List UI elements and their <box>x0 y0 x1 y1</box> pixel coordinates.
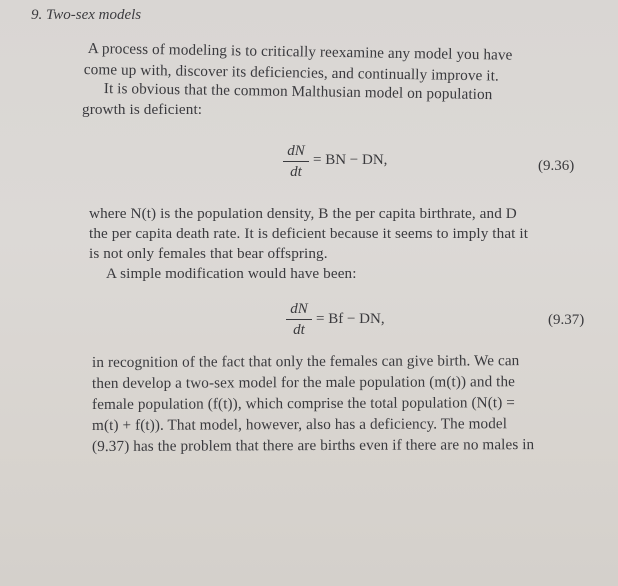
equation-9-37-rhs: = Bf − DN, <box>316 311 385 327</box>
paragraph-1-line-2: come up with, discover its deficiencies, and continually improve it. <box>83 61 500 85</box>
equation-9-37-fraction <box>286 300 312 339</box>
paragraph-2-line-3: is not only females that bear offspring. <box>89 245 328 262</box>
paragraph-1-line-3: It is obvious that the common Malthusian model on population <box>103 80 493 104</box>
paragraph-1-line-1: A process of modeling is to critically reexamine any model you have <box>87 40 513 64</box>
paragraph-2-line-2: the per capita death rate. It is deficient because it seems to imply that it <box>89 225 529 242</box>
equation-9-37-numerator: dN <box>290 301 308 317</box>
equation-9-36-number: (9.36) <box>538 158 575 174</box>
paragraph-2-line-4: A simple modification would have been: <box>106 265 357 282</box>
equation-9-37-number: (9.37) <box>548 312 585 328</box>
paragraph-1-line-4: growth is deficient: <box>82 101 203 118</box>
section-number: 9. <box>31 7 43 23</box>
paragraph-2-line-1: where N(t) is the population density, B the per capita birthrate, and D <box>89 205 517 222</box>
equation-9-36-denominator: dt <box>290 164 302 180</box>
equation-9-36-rhs: = BN − DN, <box>313 152 388 168</box>
equation-9-36-numerator: dN <box>287 143 305 159</box>
paragraph-3-line-5: (9.37) has the problem that there are births even if there are no males in <box>92 436 535 455</box>
section-title: Two-sex models <box>46 7 142 23</box>
paragraph-3-line-2: then develop a two-sex model for the male population (m(t)) and the <box>92 373 516 392</box>
paragraph-3-line-3: female population (f(t)), which comprise the total population (N(t) = <box>92 394 515 413</box>
fraction-bar <box>283 161 309 162</box>
paragraph-3-line-4: m(t) + f(t)). That model, however, also has a deficiency. The model <box>92 415 508 434</box>
paragraph-3-line-1: in recognition of the fact that only the females can give birth. We can <box>92 352 520 371</box>
equation-9-36-fraction <box>283 142 309 181</box>
section-heading <box>31 7 141 24</box>
fraction-bar <box>286 319 312 320</box>
equation-9-37-denominator: dt <box>293 322 305 338</box>
